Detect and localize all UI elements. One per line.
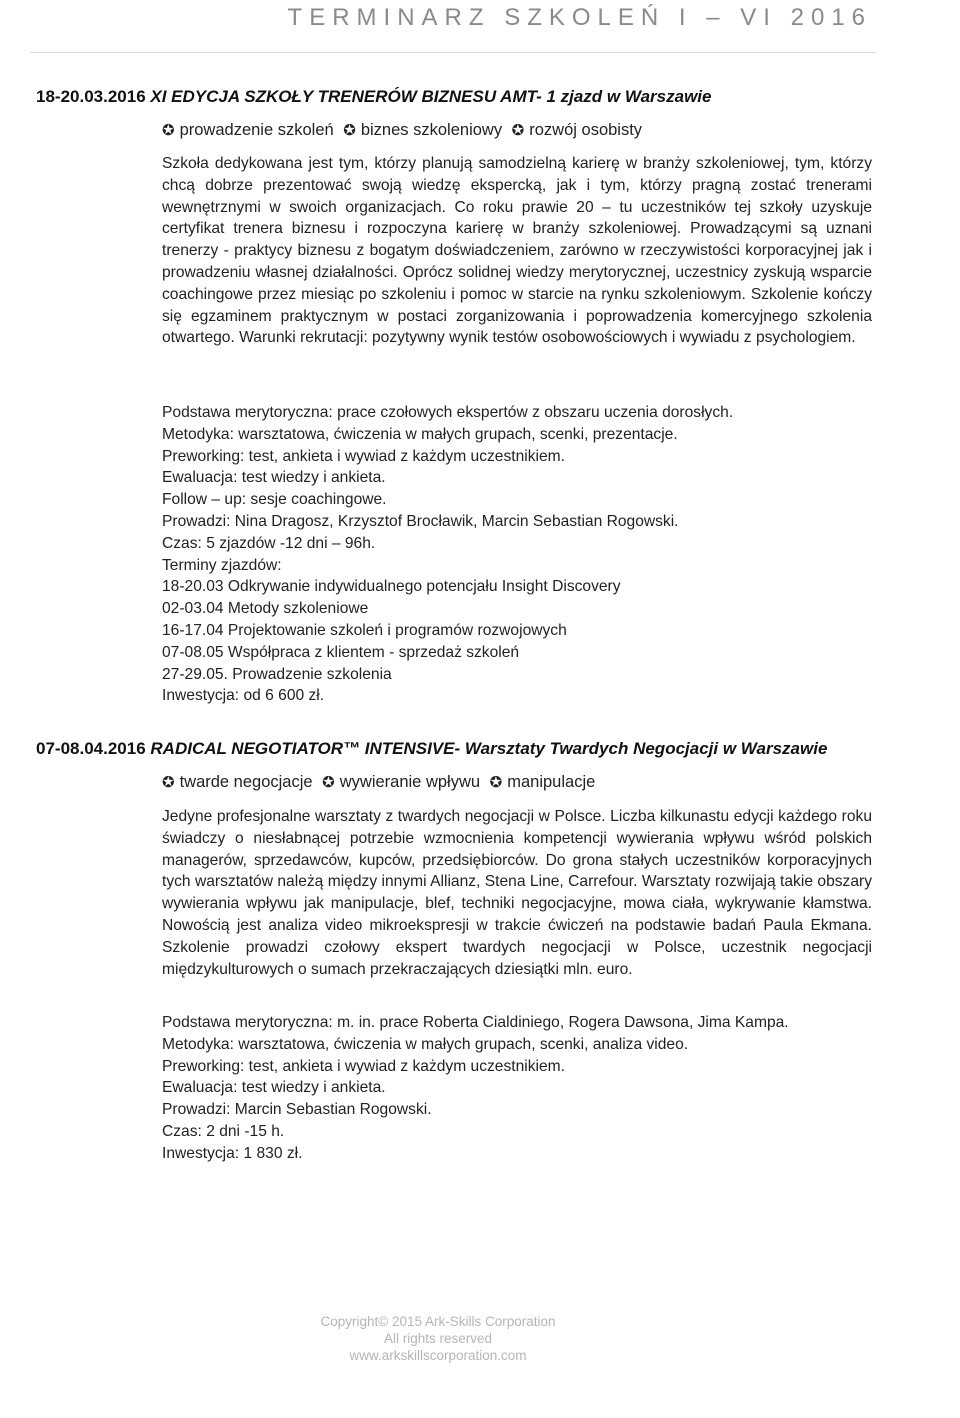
detail-line: Preworking: test, ankieta i wywiad z każdym uczestnikiem. xyxy=(162,447,565,465)
detail-line: Czas: 5 zjazdów -12 dni – 96h. xyxy=(162,534,376,552)
topic-tag: wywieranie wpływu xyxy=(339,773,481,791)
detail-line: 18-20.03 Odkrywanie indywidualnego potencjału Insight Discovery xyxy=(162,578,621,596)
detail-line: Preworking: test, ankieta i wywiad z każdym uczestnikiem. xyxy=(162,1057,565,1075)
star-icon: ✪ xyxy=(343,122,356,139)
topic-tag: rozwój osobisty xyxy=(529,121,643,139)
footer-copyright: Copyright© 2015 Ark-Skills Corporation xyxy=(320,1314,556,1329)
footer-rights: All rights reserved xyxy=(383,1331,493,1346)
detail-line: Inwestycja: od 6 600 zł. xyxy=(162,687,325,705)
section-title: RADICAL NEGOTIATOR™ INTENSIVE- Warsztaty Twardych Negocjacji w Warszawie xyxy=(150,739,828,758)
header-divider xyxy=(30,52,876,53)
section-details xyxy=(162,402,882,707)
page-header-title: TERMINARZ SZKOLEŃ I – VI 2016 xyxy=(287,4,872,31)
star-icon: ✪ xyxy=(511,122,525,139)
detail-line: Ewaluacja: test wiedzy i ankieta. xyxy=(162,1079,386,1097)
detail-line: Podstawa merytoryczna: prace czołowych ekspertów z obszaru uczenia dorosłych. xyxy=(162,404,734,421)
section-heading xyxy=(36,87,711,107)
section-title: XI EDYCJA SZKOŁY TRENERÓW BIZNESU AMT- 1 zjazd w Warszawie xyxy=(150,87,712,106)
star-icon: ✪ xyxy=(489,774,503,791)
section-description: Jedyne profesjonalne warsztaty z twardych negocjacji w Polsce. Liczba kilkunastu edycji każdego roku świadczy o niesłabnącej potrzebie wzmocnienia kompetencji wywierania wpływu wśród polskich managerów, sprzedawców, kupców, przedsiębiorców. Do grona stałych uczestników korporacyjnych tych warsztatów należą między innymi Allianz, Stena Line, Carrefour. Warsztaty rozwijają takie obszary wywierania wpływu jak manipulacje, blef, techniki negocjacyjne, mowa ciała, wykrywanie kłamstwa. Nowością jest analiza video mikroekspresji w trakcie ćwiczeń na podstawie badań Paula Ekmana. Szkolenie prowadzi czołowy ekspert twardych negocjacji w Polsce, uczestnik negocjacji międzykulturowych o sumach przekraczających dziesiątki mln. euro. xyxy=(162,808,872,978)
detail-line: Czas: 2 dni -15 h. xyxy=(162,1122,285,1140)
topic-tag: manipulacje xyxy=(507,773,596,791)
section-date: 07-08.04.2016 xyxy=(36,739,146,758)
topic-tag: prowadzenie szkoleń xyxy=(179,121,334,139)
topic-tag: biznes szkoleniowy xyxy=(360,121,503,139)
detail-line: Podstawa merytoryczna: m. in. prace Roberta Cialdiniego, Rogera Dawsona, Jima Kampa. xyxy=(162,1014,789,1031)
star-icon: ✪ xyxy=(162,122,175,139)
topic-tag: twarde negocjacje xyxy=(179,773,313,791)
detail-line: 02-03.04 Metody szkoleniowe xyxy=(162,600,369,618)
detail-line: Prowadzi: Marcin Sebastian Rogowski. xyxy=(162,1101,432,1119)
star-icon: ✪ xyxy=(322,774,335,791)
detail-line: Inwestycja: 1 830 zł. xyxy=(162,1144,303,1162)
detail-line: Ewaluacja: test wiedzy i ankieta. xyxy=(162,469,386,487)
detail-line: 16-17.04 Projektowanie szkoleń i programów rozwojowych xyxy=(162,621,567,639)
topic-tags xyxy=(162,121,647,140)
detail-line: Metodyka: warsztatowa, ćwiczenia w małych grupach, scenki, prezentacje. xyxy=(162,425,678,443)
detail-line: 07-08.05 Współpraca z klientem - sprzedaż szkoleń xyxy=(162,643,520,661)
detail-line: Follow – up: sesje coachingowe. xyxy=(162,491,387,509)
detail-line: Prowadzi: Nina Dragosz, Krzysztof Brocławik, Marcin Sebastian Rogowski. xyxy=(162,512,679,530)
detail-line: Terminy zjazdów: xyxy=(162,556,282,574)
footer-website-link[interactable]: www.arkskillscorporation.com xyxy=(349,1348,527,1363)
section-details xyxy=(162,1012,882,1165)
topic-tags xyxy=(162,773,600,792)
section-description: Szkoła dedykowana jest tym, którzy planują samodzielną karierę w branży szkoleniowej, tym, którzy chcą dobrze prezentować swoją wiedzę ekspercką, jak i tym, którzy pragną zostać trenerami wewnętrznymi w swoich organizacjach. Co roku prawie 20 – tu uczestników tej szkoły uzyskuje certyfikat trenera biznesu i rozpoczyna karierę w branży szkoleniowej. Prowadzącymi są uznani trenerzy - praktycy biznesu z bogatym doświadczeniem, zarówno w rzeczywistości korporacyjnej jak i prowadzeniu własnej działalności. Oprócz solidnej wiedzy merytorycznej, uczestnicy zyskują wsparcie coachingowe przez miesiąc po szkoleniu i pomoc w starcie na rynku szkoleniowym. Szkolenie kończy się egzaminem praktycznym w postaci zorganizowania i poprowadzenia komercyjnego szkolenia otwartego. Warunki rekrutacji: pozytywny wynik testów osobowościowych i wywiadu z psychologiem. xyxy=(162,155,872,347)
section-date: 18-20.03.2016 xyxy=(36,87,146,106)
star-icon: ✪ xyxy=(162,774,175,791)
page-footer xyxy=(0,1313,876,1364)
detail-line: Metodyka: warsztatowa, ćwiczenia w małych grupach, scenki, analiza video. xyxy=(162,1035,689,1053)
section-heading xyxy=(36,739,827,759)
detail-line: 27-29.05. Prowadzenie szkolenia xyxy=(162,665,392,683)
